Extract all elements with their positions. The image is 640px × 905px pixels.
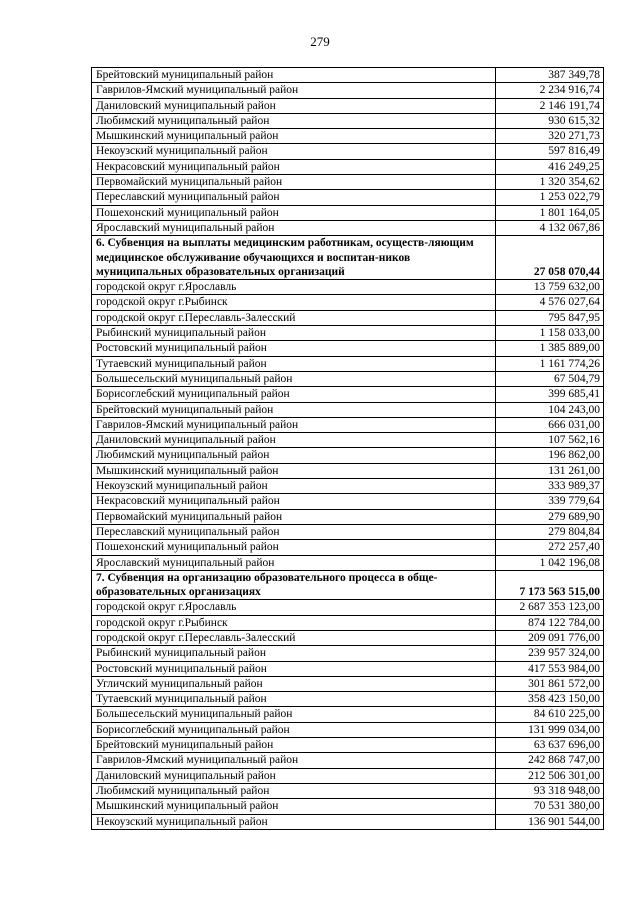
table-row [92, 600, 604, 615]
table-body [92, 68, 604, 830]
amount-value: 2 146 191,74 [496, 98, 604, 113]
recipient-name: Первомайский муниципальный район [92, 509, 496, 524]
amount-value: 196 862,00 [496, 448, 604, 463]
recipient-name: Угличский муниципальный район [92, 676, 496, 691]
amount-value: 387 349,78 [496, 68, 604, 83]
recipient-name: Любимский муниципальный район [92, 448, 496, 463]
table-row [92, 448, 604, 463]
amount-value: 666 031,00 [496, 417, 604, 432]
recipient-name: городской округ г.Рыбинск [92, 615, 496, 630]
amount-value: 333 989,37 [496, 479, 604, 494]
recipient-name: Брейтовский муниципальный район [92, 738, 496, 753]
amount-value: 1 385 889,00 [496, 341, 604, 356]
recipient-name: Даниловский муниципальный район [92, 433, 496, 448]
table-row [92, 113, 604, 128]
amount-value: 242 868 747,00 [496, 753, 604, 768]
amount-value: 417 553 984,00 [496, 661, 604, 676]
section-title: 7. Субвенция на организацию образовательного процесса в обще-образовательных организациях [92, 570, 496, 600]
amount-value: 4 132 067,86 [496, 220, 604, 235]
recipient-name: городской округ г.Ярославль [92, 280, 496, 295]
table-row [92, 509, 604, 524]
amount-value: 1 801 164,05 [496, 205, 604, 220]
table-row [92, 220, 604, 235]
table-row [92, 356, 604, 371]
amount-value: 930 615,32 [496, 113, 604, 128]
table-row [92, 479, 604, 494]
table-row [92, 159, 604, 174]
table-row [92, 540, 604, 555]
recipient-name: Тутаевский муниципальный район [92, 692, 496, 707]
amount-value: 272 257,40 [496, 540, 604, 555]
amount-value: 67 504,79 [496, 371, 604, 386]
amount-value: 13 759 632,00 [496, 280, 604, 295]
recipient-name: городской округ г.Ярославль [92, 600, 496, 615]
recipient-name: Гаврилов-Ямский муниципальный район [92, 753, 496, 768]
amount-value: 84 610 225,00 [496, 707, 604, 722]
table-row [92, 417, 604, 432]
amount-value: 131 261,00 [496, 463, 604, 478]
amount-value: 2 687 353 123,00 [496, 600, 604, 615]
amount-value: 279 689,90 [496, 509, 604, 524]
recipient-name: Переславский муниципальный район [92, 190, 496, 205]
recipient-name: Мышкинский муниципальный район [92, 463, 496, 478]
table-row [92, 463, 604, 478]
section-title: 6. Субвенция на выплаты медицинским работникам, осуществ-ляющим медицинское обслуживание обучающихся и воспитан-ников муниципальных образовательных организаций [92, 236, 496, 280]
table-row [92, 707, 604, 722]
amount-value: 93 318 948,00 [496, 783, 604, 798]
table-row [92, 661, 604, 676]
recipient-name: Пошехонский муниципальный район [92, 205, 496, 220]
amount-value: 1 320 354,62 [496, 175, 604, 190]
recipient-name: Большесельский муниципальный район [92, 371, 496, 386]
amount-value: 279 804,84 [496, 524, 604, 539]
amount-value: 136 901 544,00 [496, 814, 604, 829]
table-row [92, 692, 604, 707]
table-row [92, 190, 604, 205]
recipient-name: Любимский муниципальный район [92, 783, 496, 798]
amount-value: 597 816,49 [496, 144, 604, 159]
recipient-name: Некоузский муниципальный район [92, 479, 496, 494]
section-total: 27 058 070,44 [496, 236, 604, 280]
amount-value: 104 243,00 [496, 402, 604, 417]
table-row [92, 144, 604, 159]
table-row [92, 814, 604, 829]
amount-value: 212 506 301,00 [496, 768, 604, 783]
recipient-name: Гаврилов-Ямский муниципальный район [92, 83, 496, 98]
amount-value: 320 271,73 [496, 129, 604, 144]
recipient-name: Борисоглебский муниципальный район [92, 387, 496, 402]
table-row [92, 371, 604, 386]
amount-value: 339 779,64 [496, 494, 604, 509]
recipient-name: Рыбинский муниципальный район [92, 646, 496, 661]
recipient-name: Первомайский муниципальный район [92, 175, 496, 190]
amount-value: 399 685,41 [496, 387, 604, 402]
page-number: 279 [310, 34, 330, 49]
table-row [92, 524, 604, 539]
recipient-name: Ярославский муниципальный район [92, 220, 496, 235]
recipient-name: Брейтовский муниципальный район [92, 68, 496, 83]
recipient-name: городской округ г.Переславль-Залесский [92, 310, 496, 325]
amount-value: 358 423 150,00 [496, 692, 604, 707]
table-row [92, 555, 604, 570]
table-row [92, 387, 604, 402]
recipient-name: Ярославский муниципальный район [92, 555, 496, 570]
recipient-name: Любимский муниципальный район [92, 113, 496, 128]
amount-value: 131 999 034,00 [496, 722, 604, 737]
amount-value: 63 637 696,00 [496, 738, 604, 753]
table-row [92, 295, 604, 310]
recipient-name: Некоузский муниципальный район [92, 814, 496, 829]
recipient-name: Гаврилов-Ямский муниципальный район [92, 417, 496, 432]
recipient-name: Некоузский муниципальный район [92, 144, 496, 159]
table-row [92, 310, 604, 325]
amount-value: 239 957 324,00 [496, 646, 604, 661]
amount-value: 301 861 572,00 [496, 676, 604, 691]
table-row [92, 68, 604, 83]
recipient-name: Пошехонский муниципальный район [92, 540, 496, 555]
table-row [92, 768, 604, 783]
table-row [92, 175, 604, 190]
table-row [92, 494, 604, 509]
table-row [92, 646, 604, 661]
section-heading-row [92, 236, 604, 280]
table-row [92, 676, 604, 691]
amount-value: 874 122 784,00 [496, 615, 604, 630]
budget-table [91, 67, 604, 830]
table-row [92, 799, 604, 814]
table-row [92, 129, 604, 144]
recipient-name: Брейтовский муниципальный район [92, 402, 496, 417]
table-row [92, 326, 604, 341]
recipient-name: Некрасовский муниципальный район [92, 494, 496, 509]
table-row [92, 433, 604, 448]
recipient-name: городской округ г.Рыбинск [92, 295, 496, 310]
table-row [92, 783, 604, 798]
amount-value: 107 562,16 [496, 433, 604, 448]
amount-value: 70 531 380,00 [496, 799, 604, 814]
recipient-name: Ростовский муниципальный район [92, 661, 496, 676]
table-row [92, 402, 604, 417]
amount-value: 1 161 774,26 [496, 356, 604, 371]
recipient-name: Рыбинский муниципальный район [92, 326, 496, 341]
recipient-name: Борисоглебский муниципальный район [92, 722, 496, 737]
recipient-name: Даниловский муниципальный район [92, 98, 496, 113]
recipient-name: Переславский муниципальный район [92, 524, 496, 539]
amount-value: 4 576 027,64 [496, 295, 604, 310]
recipient-name: Мышкинский муниципальный район [92, 129, 496, 144]
table-row [92, 630, 604, 645]
amount-value: 209 091 776,00 [496, 630, 604, 645]
table-row [92, 280, 604, 295]
table-row [92, 615, 604, 630]
recipient-name: Некрасовский муниципальный район [92, 159, 496, 174]
recipient-name: Мышкинский муниципальный район [92, 799, 496, 814]
recipient-name: городской округ г.Переславль-Залесский [92, 630, 496, 645]
table-row [92, 205, 604, 220]
table-row [92, 738, 604, 753]
recipient-name: Ростовский муниципальный район [92, 341, 496, 356]
amount-value: 795 847,95 [496, 310, 604, 325]
section-total: 7 173 563 515,00 [496, 570, 604, 600]
recipient-name: Даниловский муниципальный район [92, 768, 496, 783]
table-row [92, 83, 604, 98]
amount-value: 1 158 033,00 [496, 326, 604, 341]
table-row [92, 98, 604, 113]
table-row [92, 722, 604, 737]
amount-value: 416 249,25 [496, 159, 604, 174]
amount-value: 1 253 022,79 [496, 190, 604, 205]
recipient-name: Тутаевский муниципальный район [92, 356, 496, 371]
recipient-name: Большесельский муниципальный район [92, 707, 496, 722]
section-heading-row [92, 570, 604, 600]
amount-value: 1 042 196,08 [496, 555, 604, 570]
amount-value: 2 234 916,74 [496, 83, 604, 98]
table-row [92, 753, 604, 768]
table-row [92, 341, 604, 356]
